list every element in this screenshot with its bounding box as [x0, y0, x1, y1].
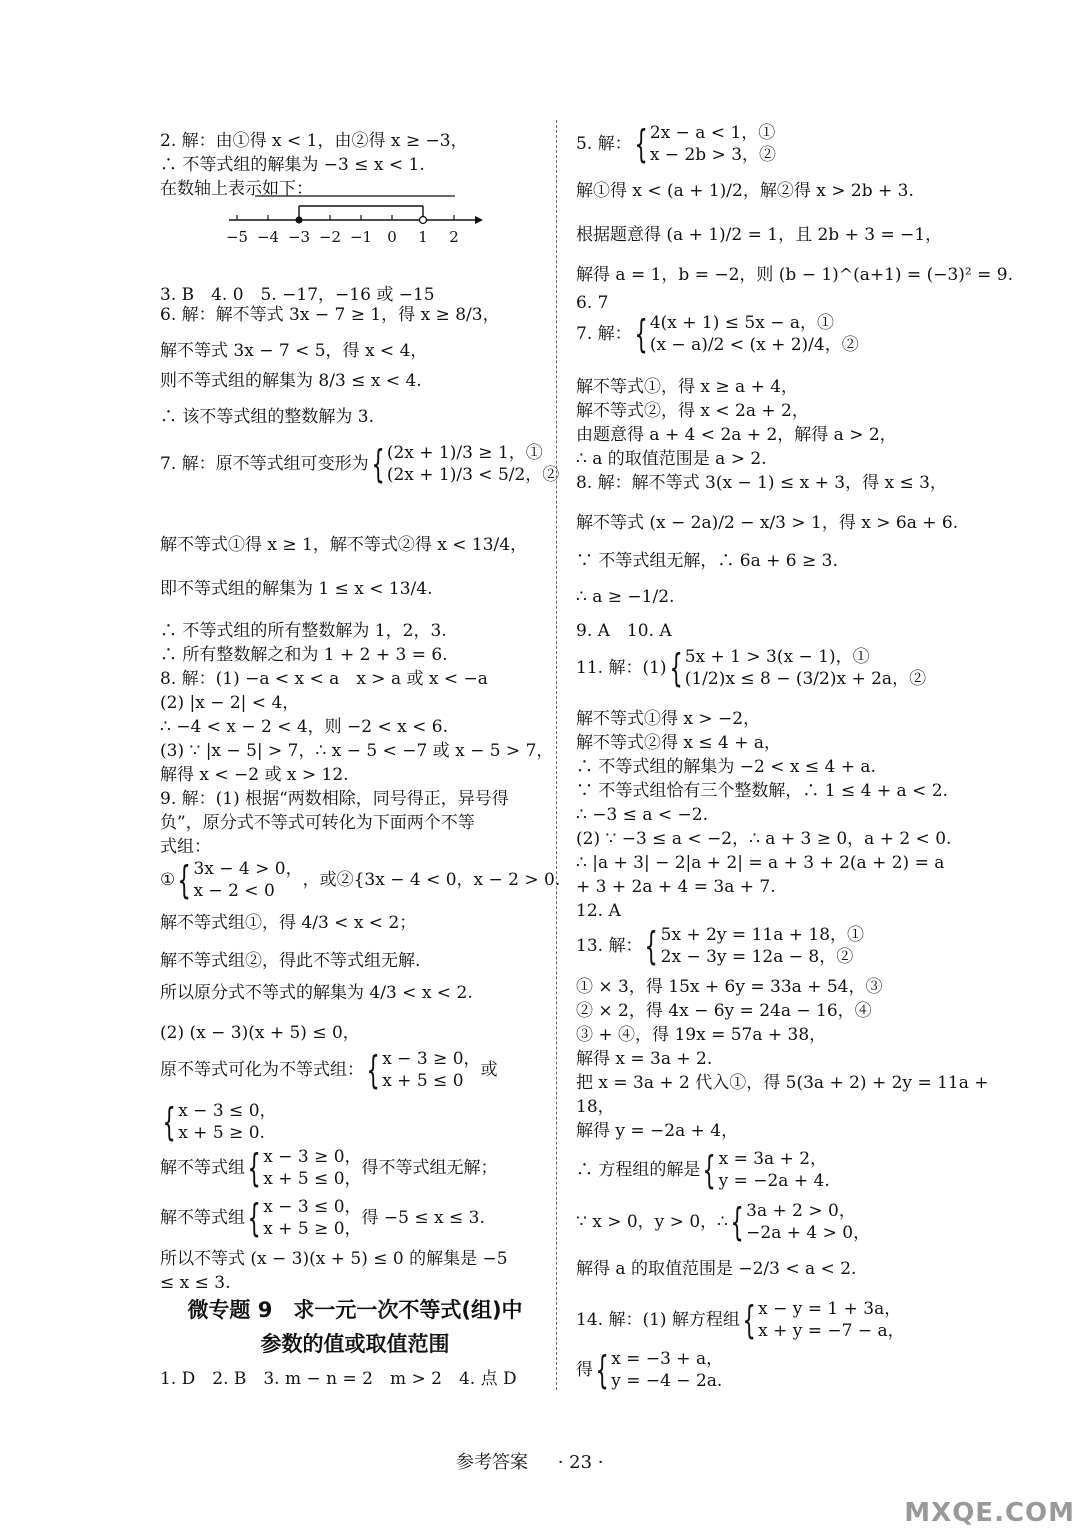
system-row: x = 3a + 2，: [718, 1149, 828, 1169]
system-rows: [178, 1100, 276, 1144]
system-rows: [611, 1348, 723, 1392]
equation-system: [160, 858, 560, 902]
answer-line: (3) ∵ |x − 5| > 7，∴ x − 5 < −7 或 x − 5 > 7，: [160, 741, 554, 761]
answer-line: 解不等式①，得 x ≥ a + 4，: [576, 377, 799, 397]
system-prefix: 5. 解：: [576, 134, 632, 154]
equation-system: [576, 312, 859, 356]
system-prefix: ∵ x > 0，y > 0，∴: [576, 1212, 728, 1232]
answer-line: 8. 解：解不等式 3(x − 1) ≤ x + 3，得 x ≤ 3，: [576, 473, 947, 493]
answer-line: 解不等式①得 x ≥ 1，解不等式②得 x < 13/4，: [160, 535, 528, 555]
left-brace-icon: {: [366, 1048, 380, 1092]
system-row: x − y = 1 + 3a，: [758, 1299, 902, 1319]
answer-line: 式组：: [160, 837, 211, 857]
system-suffix: 或: [480, 1060, 498, 1080]
answer-line: (2) ∵ −3 ≤ a < −2，∴ a + 3 ≥ 0，a + 2 < 0.: [576, 829, 952, 849]
answer-line: 解得 a 的取值范围是 −2/3 < a < 2.: [576, 1259, 857, 1279]
system-prefix: 11. 解：(1): [576, 658, 667, 678]
system-row: 3a + 2 > 0，: [746, 1201, 856, 1221]
system-row: x + y = −7 − a，: [758, 1321, 905, 1341]
system-rows: [387, 442, 560, 486]
answer-line: ≤ x ≤ 3.: [160, 1273, 231, 1293]
axis-arrow-icon: [475, 216, 483, 224]
left-brace-icon: {: [371, 442, 385, 486]
system-row: x − 3 ≤ 0，: [178, 1101, 277, 1121]
system-row: 3x − 4 > 0，: [193, 859, 303, 879]
answer-line: ∴ a ≥ −1/2.: [576, 587, 675, 607]
equation-system: [160, 1048, 498, 1092]
number-line-figure: [225, 190, 485, 250]
system-row: (1/2)x ≤ 8 − (3/2)x + 2a，②: [684, 669, 927, 689]
answer-line: ∴ 所有整数解之和为 1 + 2 + 3 = 6.: [160, 645, 448, 665]
system-rows: [650, 122, 776, 166]
tick-label: −3: [287, 228, 311, 246]
answer-line: ∴ −3 ≤ a < −2.: [576, 805, 708, 825]
system-prefix: 7. 解：: [576, 324, 632, 344]
answer-line: 所以不等式 (x − 3)(x + 5) ≤ 0 的解集是 −5: [160, 1249, 508, 1269]
system-prefix: ①: [160, 870, 176, 890]
system-row: 4(x + 1) ≤ 5x − a，①: [649, 313, 834, 333]
left-brace-icon: {: [634, 122, 648, 166]
answer-line: ∴ 不等式组的所有整数解为 1，2，3.: [160, 621, 447, 641]
answer-line: 解不等式组①，得 4/3 < x < 2；: [160, 913, 417, 933]
answer-line: ∴ −4 < x − 2 < 4，则 −2 < x < 6.: [160, 717, 449, 737]
system-rows: [263, 1146, 361, 1190]
system-rows: [382, 1048, 480, 1092]
answer-line: (2) (x − 3)(x + 5) ≤ 0，: [160, 1023, 360, 1043]
answer-line: 2. 解：由①得 x < 1，由②得 x ≥ −3，: [160, 131, 468, 151]
system-row: x + 5 ≤ 0: [382, 1071, 464, 1091]
system-rows: [685, 646, 926, 690]
system-rows: [661, 924, 864, 968]
system-prefix: 原不等式可化为不等式组：: [160, 1060, 364, 1080]
answer-line: ② × 2，得 4x − 6y = 24a − 16，④: [576, 1001, 872, 1021]
system-row: y = −4 − 2a.: [611, 1371, 723, 1391]
page-footer: [456, 1448, 604, 1474]
left-brace-icon: {: [730, 1200, 744, 1244]
equation-system: [576, 646, 926, 690]
system-row: (2x + 1)/3 ≥ 1，①: [386, 443, 543, 463]
answer-line: 负”，原分式不等式可转化为下面两个不等: [160, 813, 475, 833]
left-brace-icon: {: [702, 1148, 717, 1192]
answer-line: 解不等式 (x − 2a)/2 − x/3 > 1，得 x > 6a + 6.: [576, 513, 959, 533]
answer-line: ∴ 该不等式组的整数解为 3.: [160, 407, 375, 427]
answer-line: 3. B 4. 0 5. −17，−16 或 −15: [160, 285, 435, 305]
answer-line: 即不等式组的解集为 1 ≤ x < 13/4.: [160, 579, 433, 599]
tick-label: −5: [225, 228, 249, 246]
answer-line: 解不等式组②，得此不等式组无解.: [160, 951, 421, 971]
system-rows: [263, 1196, 361, 1240]
equation-system: [576, 1298, 905, 1342]
left-brace-icon: {: [162, 1100, 176, 1144]
answer-line: 解得 x < −2 或 x > 12.: [160, 765, 349, 785]
system-rows: [719, 1148, 830, 1192]
system-row: (2x + 1)/3 < 5/2，②: [386, 465, 560, 485]
system-row: (x − a)/2 < (x + 2)/4，②: [649, 335, 859, 355]
equation-system: [160, 1146, 498, 1190]
system-row: 2x − 3y = 12a − 8，②: [660, 947, 854, 967]
tick-label: 0: [387, 228, 397, 246]
equation-system: [576, 1148, 830, 1192]
footer-label: 参考答案: [456, 1452, 528, 1473]
answer-line: ∵ 不等式组无解，∴ 6a + 6 ≥ 3.: [576, 551, 838, 571]
equation-system: [576, 924, 864, 968]
solid-point-icon: [296, 217, 303, 224]
topic-title: [160, 1293, 550, 1361]
open-point-icon: [420, 217, 427, 224]
answer-line: 则不等式组的解集为 8/3 ≤ x < 4.: [160, 371, 422, 391]
system-prefix: 14. 解：(1) 解方程组: [576, 1310, 740, 1330]
left-brace-icon: {: [668, 646, 683, 690]
equation-system: [160, 1196, 485, 1240]
system-row: x − 2b > 3，②: [649, 145, 777, 165]
system-rows: [650, 312, 859, 356]
system-row: x = −3 + a，: [611, 1349, 724, 1369]
system-prefix: 解不等式组: [160, 1158, 245, 1178]
answer-line: ① × 3，得 15x + 6y = 33a + 54，③: [576, 977, 883, 997]
answer-line: (2) |x − 2| < 4，: [160, 693, 300, 713]
equation-system: [576, 1348, 723, 1392]
answer-line: 在数轴上表示如下：: [160, 179, 313, 199]
answer-line: 解不等式②，得 x < 2a + 2，: [576, 401, 809, 421]
system-row: x − 3 ≥ 0，: [382, 1049, 481, 1069]
system-row: −2a + 4 > 0，: [746, 1223, 871, 1243]
answer-line: ③ + ④，得 19x = 57a + 38，: [576, 1025, 827, 1045]
answer-line: ∴ |a + 3| − 2|a + 2| = a + 3 + 2(a + 2) = a: [576, 853, 945, 873]
tick-label: 1: [418, 228, 428, 246]
system-prefix: ∴ 方程组的解是: [576, 1160, 701, 1180]
tick-label: 2: [449, 228, 459, 246]
system-prefix: 得: [576, 1360, 593, 1380]
system-row: x + 5 ≥ 0，: [263, 1219, 362, 1239]
answer-line: 解不等式①得 x > −2，: [576, 709, 761, 729]
tick-label: −2: [318, 228, 342, 246]
watermark-logo: MXQE.COM: [904, 1498, 1075, 1528]
answer-line: ∴ 不等式组的解集为 −3 ≤ x < 1.: [160, 155, 425, 175]
left-brace-icon: {: [742, 1298, 756, 1342]
answer-line: 解不等式 3x − 7 < 5，得 x < 4，: [160, 341, 428, 361]
tick-label: −1: [349, 228, 373, 246]
answer-line: 9. 解：(1) 根据“两数相除，同号得正，异号得: [160, 789, 509, 809]
equation-system: [160, 442, 559, 486]
system-prefix: 解不等式组: [160, 1208, 245, 1228]
system-rows: [746, 1200, 870, 1244]
system-suffix: 得 −5 ≤ x ≤ 3.: [361, 1208, 485, 1228]
answer-line: 18，: [576, 1097, 615, 1117]
system-row: 5x + 1 > 3(x − 1)，①: [684, 647, 870, 667]
answer-line: + 3 + 2a + 4 = 3a + 7.: [576, 877, 776, 897]
left-brace-icon: {: [634, 312, 648, 356]
answer-line: 解不等式②得 x ≤ 4 + a，: [576, 733, 782, 753]
answer-line: 6. 7: [576, 293, 609, 313]
left-brace-icon: {: [644, 924, 659, 968]
answer-line: 解得 y = −2a + 4，: [576, 1121, 739, 1141]
left-brace-icon: {: [595, 1348, 609, 1392]
answer-line: 12. A: [576, 901, 621, 921]
system-row: y = −2a + 4.: [718, 1171, 830, 1191]
system-rows: [193, 858, 302, 902]
answer-line: 根据题意得 (a + 1)/2 = 1，且 2b + 3 = −1，: [576, 225, 943, 245]
answer-line: 解得 x = 3a + 2.: [576, 1049, 713, 1069]
answer-line: 解得 a = 1，b = −2，则 (b − 1)^(a+1) = (−3)² = 9.: [576, 265, 1013, 285]
column-divider: [556, 120, 557, 1390]
equation-system: [576, 122, 776, 166]
answer-line: 1. D 2. B 3. m − n = 2 m > 2 4. 点 D: [160, 1369, 517, 1389]
system-row: x + 5 ≥ 0.: [178, 1123, 265, 1143]
system-row: x − 2 < 0: [193, 881, 275, 901]
equation-system: [160, 1100, 277, 1144]
answer-line: ∵ 不等式组恰有三个整数解，∴ 1 ≤ 4 + a < 2.: [576, 781, 948, 801]
left-brace-icon: {: [247, 1196, 261, 1240]
page-number: · 23 ·: [557, 1452, 604, 1473]
answer-line: 由题意得 a + 4 < 2a + 2，解得 a > 2，: [576, 425, 897, 445]
answer-line: ∴ 不等式组的解集为 −2 < x ≤ 4 + a.: [576, 757, 876, 777]
answer-line: 8. 解：(1) −a < x < a x > a 或 x < −a: [160, 669, 488, 689]
answer-line: 6. 解：解不等式 3x − 7 ≥ 1，得 x ≥ 8/3，: [160, 305, 500, 325]
system-prefix: 13. 解：: [576, 936, 643, 956]
system-rows: [758, 1298, 905, 1342]
system-row: x − 3 ≥ 0，: [263, 1147, 362, 1167]
answer-line: 所以原分式不等式的解集为 4/3 < x < 2.: [160, 983, 473, 1003]
answer-line: ∴ a 的取值范围是 a > 2.: [576, 449, 767, 469]
system-row: x + 5 ≤ 0，: [263, 1169, 362, 1189]
system-suffix: ，或②{3x − 4 < 0，x − 2 > 0.: [302, 870, 561, 890]
left-brace-icon: {: [247, 1146, 261, 1190]
system-row: 2x − a < 1，①: [649, 123, 776, 143]
answer-line: 把 x = 3a + 2 代入①，得 5(3a + 2) + 2y = 11a +: [576, 1073, 989, 1093]
topic-title-line-1: 微专题 9 求一元一次不等式(组)中: [187, 1298, 523, 1322]
system-suffix: 得不等式组无解；: [361, 1158, 498, 1178]
system-prefix: 7. 解：原不等式组可变形为: [160, 454, 369, 474]
answer-line: 解①得 x < (a + 1)/2，解②得 x > 2b + 3.: [576, 181, 914, 201]
equation-system: [576, 1200, 870, 1244]
system-row: x − 3 ≤ 0，: [263, 1197, 362, 1217]
system-row: 5x + 2y = 11a + 18，①: [660, 925, 865, 945]
left-brace-icon: {: [177, 858, 191, 902]
answer-line: 9. A 10. A: [576, 621, 672, 641]
tick-label: −4: [256, 228, 280, 246]
topic-title-line-2: 参数的值或取值范围: [260, 1332, 450, 1356]
